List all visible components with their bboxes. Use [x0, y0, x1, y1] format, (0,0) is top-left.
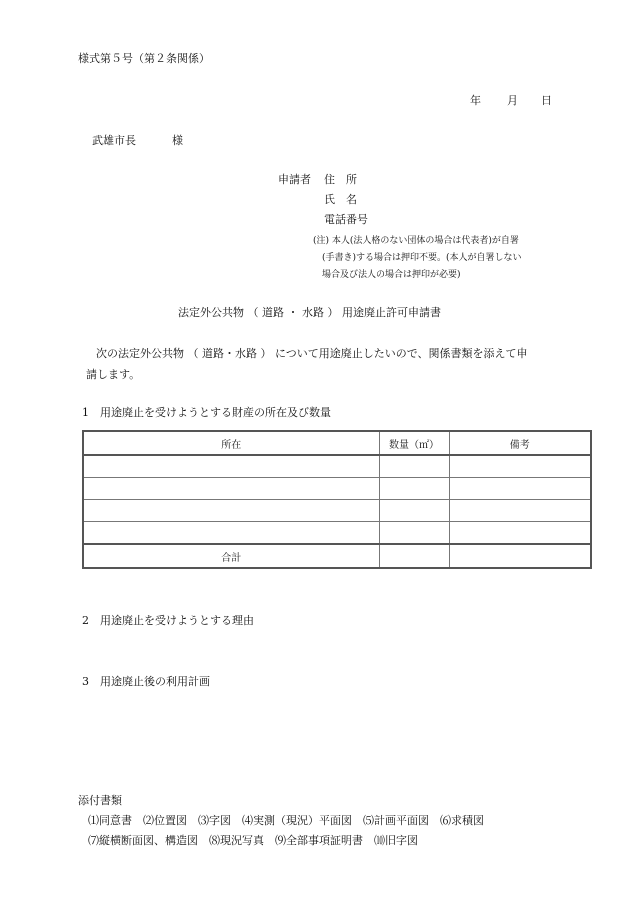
addressee-name: 武雄市長	[92, 134, 136, 147]
attachments-line: ⑴同意書 ⑵位置図 ⑶字図 ⑷実測（現況）平面図 ⑸計画平面図 ⑹求積図	[88, 814, 484, 827]
attachments-line: ⑺縦横断面図、構造図 ⑻現況写真 ⑼全部事項証明書 ⑽旧字図	[88, 834, 418, 847]
location-cell[interactable]	[83, 478, 379, 500]
applicant-label: 申請者	[278, 173, 311, 186]
header-remarks: 備考	[449, 431, 591, 455]
applicant-name-label: 氏 名	[324, 193, 357, 206]
date-year-label: 年	[470, 94, 481, 107]
section3-heading: 3 用途廃止後の利用計画	[82, 675, 210, 688]
table-row	[83, 522, 591, 545]
quantity-cell[interactable]	[379, 455, 449, 478]
document-title: 法定外公共物 （ 道路 ・ 水路 ） 用途廃止許可申請書	[178, 306, 441, 319]
quantity-cell[interactable]	[379, 478, 449, 500]
remarks-cell[interactable]	[449, 522, 591, 545]
form-number: 様式第５号（第２条関係）	[78, 52, 210, 65]
total-remarks-cell[interactable]	[449, 544, 591, 568]
property-table	[82, 430, 592, 569]
table-row	[83, 455, 591, 478]
date-month-label: 月	[507, 94, 518, 107]
quantity-cell[interactable]	[379, 522, 449, 545]
section2-heading: 2 用途廃止を受けようとする理由	[82, 614, 254, 627]
applicant-note-line: 場合及び法人の場合は押印が必要)	[322, 270, 461, 280]
attachments-heading: 添付書類	[78, 794, 122, 807]
addressee-honorific: 様	[172, 134, 183, 147]
date-day-label: 日	[541, 94, 552, 107]
table-header-row	[83, 431, 591, 455]
location-cell[interactable]	[83, 500, 379, 522]
total-quantity-cell[interactable]	[379, 544, 449, 568]
total-label: 合計	[83, 544, 379, 568]
table-row	[83, 478, 591, 500]
applicant-phone-label: 電話番号	[324, 213, 368, 226]
applicant-address-label: 住 所	[324, 173, 357, 186]
remarks-cell[interactable]	[449, 455, 591, 478]
body-text-line: 次の法定外公共物 （ 道路・水路 ） について用途廃止したいので、関係書類を添えて申	[96, 347, 528, 360]
remarks-cell[interactable]	[449, 500, 591, 522]
location-cell[interactable]	[83, 455, 379, 478]
table-total-row	[83, 544, 591, 568]
applicant-note-line: (注) 本人(法人格のない団体の場合は代表者)が自署	[313, 236, 519, 246]
remarks-cell[interactable]	[449, 478, 591, 500]
section1-heading: 1 用途廃止を受けようとする財産の所在及び数量	[82, 406, 331, 419]
header-quantity: 数量（㎡）	[379, 431, 449, 455]
table-row	[83, 500, 591, 522]
quantity-cell[interactable]	[379, 500, 449, 522]
header-location: 所在	[83, 431, 379, 455]
location-cell[interactable]	[83, 522, 379, 545]
applicant-note-line: (手書き)する場合は押印不要。(本人が自署しない	[322, 253, 522, 263]
body-text-line: 請します。	[86, 368, 141, 381]
